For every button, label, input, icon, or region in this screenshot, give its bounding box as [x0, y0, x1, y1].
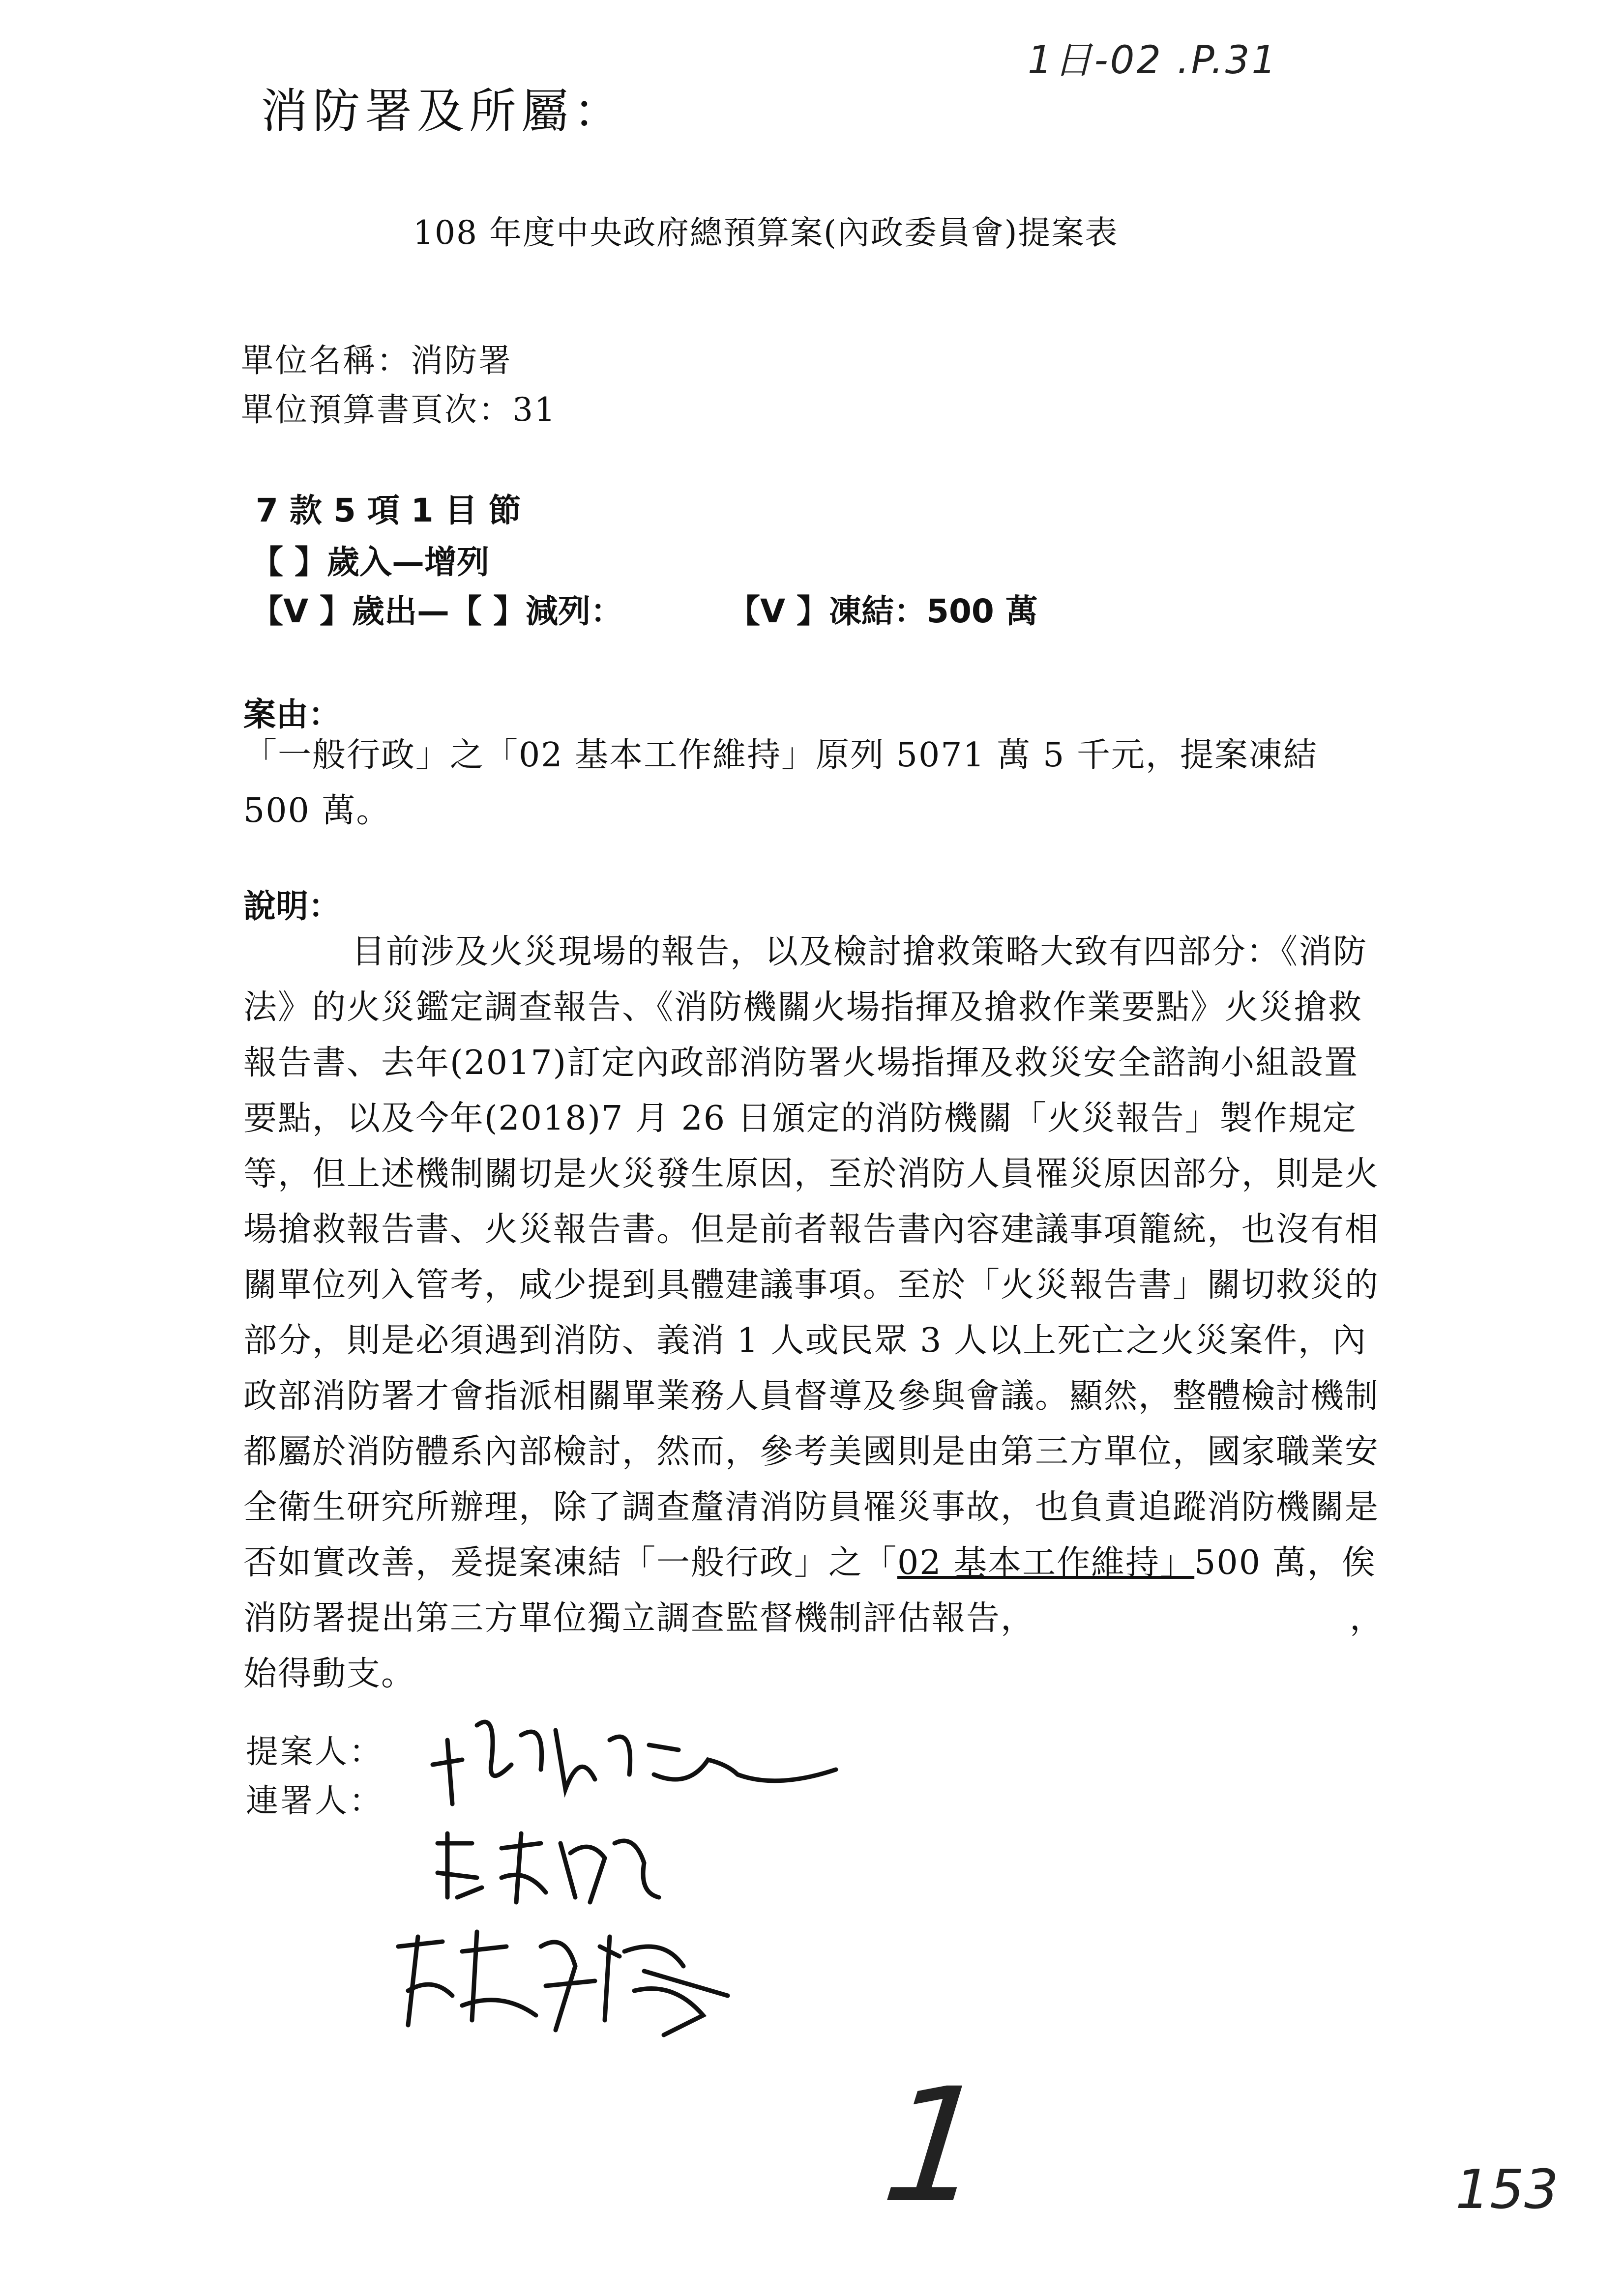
page-mark: 1	[875, 2055, 995, 2238]
proposer-label: 提案人：	[246, 1733, 384, 1771]
org-heading: 消防署及所屬：	[261, 84, 625, 139]
explanation-paragraph	[243, 924, 1389, 1702]
explanation-text-3: ，始得動支。	[243, 1599, 1385, 1693]
proposer-signature	[423, 1691, 846, 1819]
section-line: 7 款 5 項 1 目 節	[256, 492, 521, 529]
reason-heading: 案由：	[243, 696, 341, 733]
explanation-underlined: 02 基本工作維持」	[897, 1543, 1195, 1582]
page-number: 153	[1455, 2158, 1559, 2221]
cosigner-label: 連署人：	[246, 1782, 384, 1820]
cosigner-signature-2	[388, 1917, 742, 2045]
expense-line: 【V 】歲出—【 】減列：	[251, 592, 623, 630]
unit-name: 單位名稱：消防署	[241, 342, 512, 379]
freeze-line: 【V 】凍結：500 萬	[728, 592, 1038, 630]
reason-text: 「一般行政」之「02 基本工作維持」原列 5071 萬 5 千元，提案凍結 500 萬。	[243, 736, 1318, 830]
explanation-text-1: 目前涉及火災現場的報告，以及檢討搶救策略大致有四部分：《消防法》的火災鑑定調查報告、《消防機關火場指揮及搶救作業要點》火災搶救報告書、去年(2017)訂定內政部消防署火場指揮及救災安全諮詢小組設置要點，以及今年(2018)7 月 26 日頒定的消防機關「火災報告」製作規定等，但上述機制關切是火災發生原因，至於消防人員罹災原因部分，則是火場搶救報告書、火災報告書。但是前者報告書內容建議事項籠統，也沒有相關單位列入管考，咸少提到具體建議事項。至於「火災報告書」關切救災的部分，則是必須遇到消防、義消 1 人或民眾 3 人以上死亡之火災案件，內政部消防署才會指派相關單業務人員督導及參與會議。顯然，整體檢討機制都屬於消防體系內部檢討，然而，參考美國則是由第三方單位，國家職業安全衛生研究所辦理，除了調查釐清消防員罹災事故，也負責追蹤消防機關是否如實改善，爰提案凍結「一般行政」之「	[243, 932, 1380, 1582]
explanation-heading: 說明：	[243, 887, 341, 925]
document-title: 108 年度中央政府總預算案(內政委員會)提案表	[413, 214, 1119, 252]
handwritten-reference: 1日-02 .P.31	[1028, 38, 1278, 83]
cosigner-signature-1	[428, 1824, 674, 1912]
explanation-text-2: 500 萬，俟消防署提出第三方單位獨立調查監督機制評估報告，	[243, 1543, 1376, 1638]
income-line: 【 】歲入—增列	[251, 543, 489, 581]
budget-page: 單位預算書頁次：31	[241, 391, 557, 429]
